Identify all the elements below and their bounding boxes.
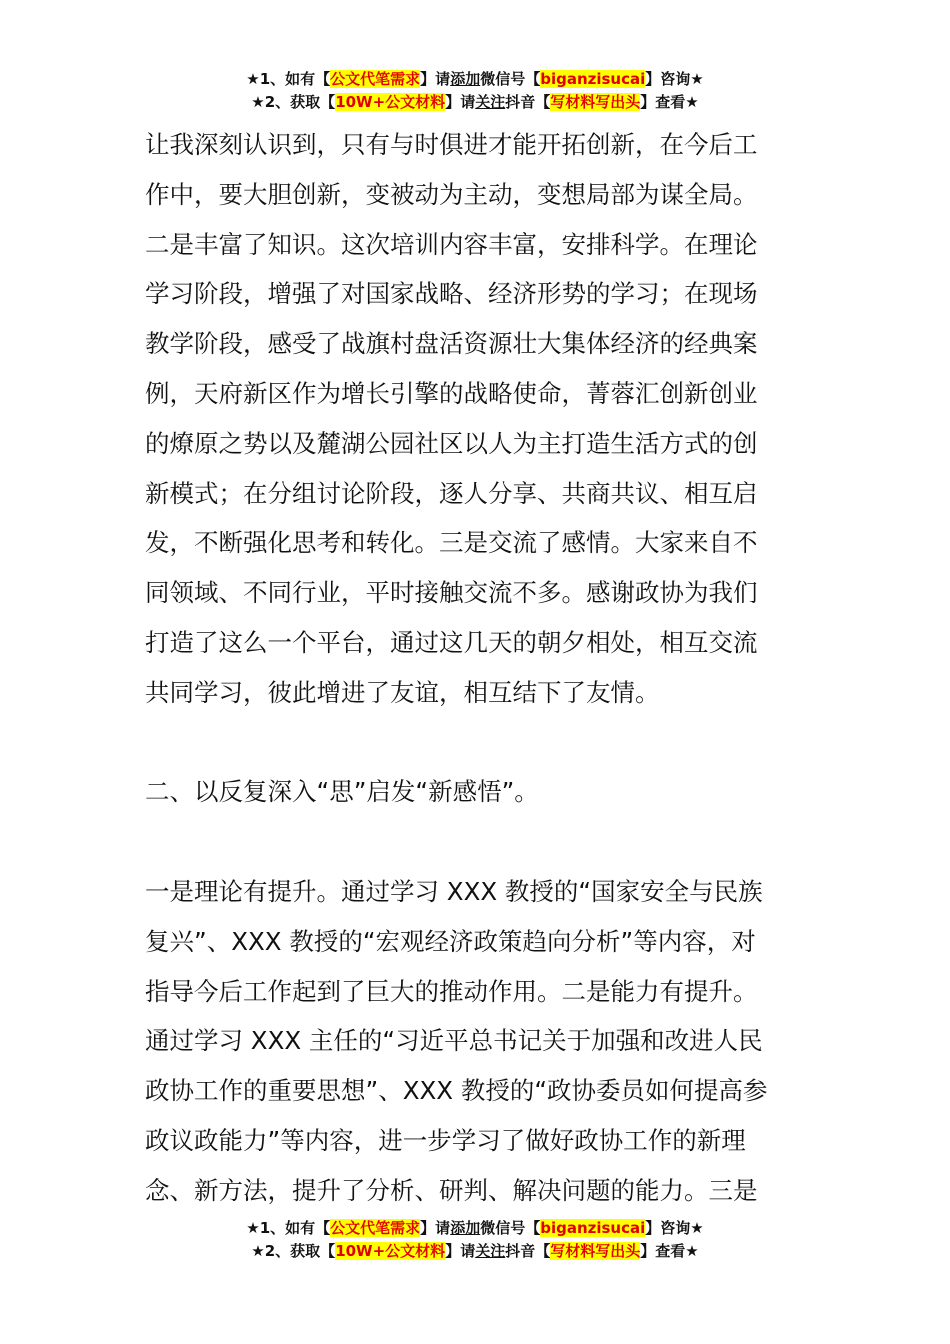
text-line: 二是丰富了知识。这次培训内容丰富，安排科学。在理论 <box>145 229 758 259</box>
banner-line-1: ★1、如有【公文代笔需求】请添加微信号【biganzisucai】咨询★ <box>246 70 704 88</box>
highlight-service: 公文代笔需求 <box>330 1219 421 1237</box>
text-line: 共同学习，彼此增进了友谊，相互结下了友情。 <box>145 677 660 707</box>
text-line: 作中，要大胆创新，变被动为主动，变想局部为谋全局。 <box>145 179 758 209</box>
text-line: 复兴”、XXX 教授的“宏观经济政策趋向分析”等内容，对 <box>145 926 756 956</box>
document-body <box>145 120 810 1216</box>
highlight-service: 公文代笔需求 <box>330 70 421 88</box>
text-line: 发，不断强化思考和转化。三是交流了感情。大家来自不 <box>145 528 758 558</box>
text-line: 政协工作的重要思想”、XXX 教授的“政协委员如何提高参 <box>145 1076 768 1106</box>
text-line: 政议政能力”等内容，进一步学习了做好政协工作的新理 <box>145 1125 746 1155</box>
banner-line-1: ★1、如有【公文代笔需求】请添加微信号【biganzisucai】咨询★ <box>246 1219 704 1237</box>
text-line: 例，天府新区作为增长引擎的战略使命，菁蓉汇创新创业 <box>145 378 758 408</box>
text-line: 指导今后工作起到了巨大的推动作用。二是能力有提升。 <box>145 976 758 1006</box>
paragraph-1 <box>145 120 810 718</box>
text-line: 教学阶段，感受了战旗村盘活资源壮大集体经济的经典案 <box>145 329 758 359</box>
section-heading-2: 二、以反复深入“思”启发“新感悟”。 <box>145 777 539 807</box>
banner-line-2: ★2、获取【10W+公文材料】请关注抖音【写材料写出头】查看★ <box>251 93 699 111</box>
text-line: 通过学习 XXX 主任的“习近平总书记关于加强和改进人民 <box>145 1026 763 1056</box>
highlight-materials: 10W+公文材料 <box>335 1242 446 1260</box>
highlight-douyin: 写材料写出头 <box>550 93 641 111</box>
paragraph-spacer <box>145 817 810 867</box>
header-banner <box>0 68 950 114</box>
paragraph-spacer <box>145 718 810 768</box>
text-line: 新模式；在分组讨论阶段，逐人分享、共商共议、相互启 <box>145 478 758 508</box>
highlight-wechat-id: biganzisucai <box>540 70 646 88</box>
footer-banner <box>0 1217 950 1263</box>
banner-line-2: ★2、获取【10W+公文材料】请关注抖音【写材料写出头】查看★ <box>251 1242 699 1260</box>
text-line: 打造了这么一个平台，通过这几天的朝夕相处，相互交流 <box>145 627 758 657</box>
text-line: 的燎原之势以及麓湖公园社区以人为主打造生活方式的创 <box>145 428 758 458</box>
text-line: 学习阶段，增强了对国家战略、经济形势的学习；在现场 <box>145 279 758 309</box>
highlight-materials: 10W+公文材料 <box>335 93 446 111</box>
highlight-douyin: 写材料写出头 <box>550 1242 641 1260</box>
text-line: 念、新方法，提升了分析、研判、解决问题的能力。三是 <box>145 1175 758 1205</box>
text-line: 同领域、不同行业，平时接触交流不多。感谢政协为我们 <box>145 578 758 608</box>
text-line: 让我深刻认识到，只有与时俱进才能开拓创新，在今后工 <box>145 130 758 159</box>
text-line: 一是理论有提升。通过学习 XXX 教授的“国家安全与民族 <box>145 876 763 906</box>
highlight-wechat-id: biganzisucai <box>540 1219 646 1237</box>
paragraph-2 <box>145 867 810 1216</box>
